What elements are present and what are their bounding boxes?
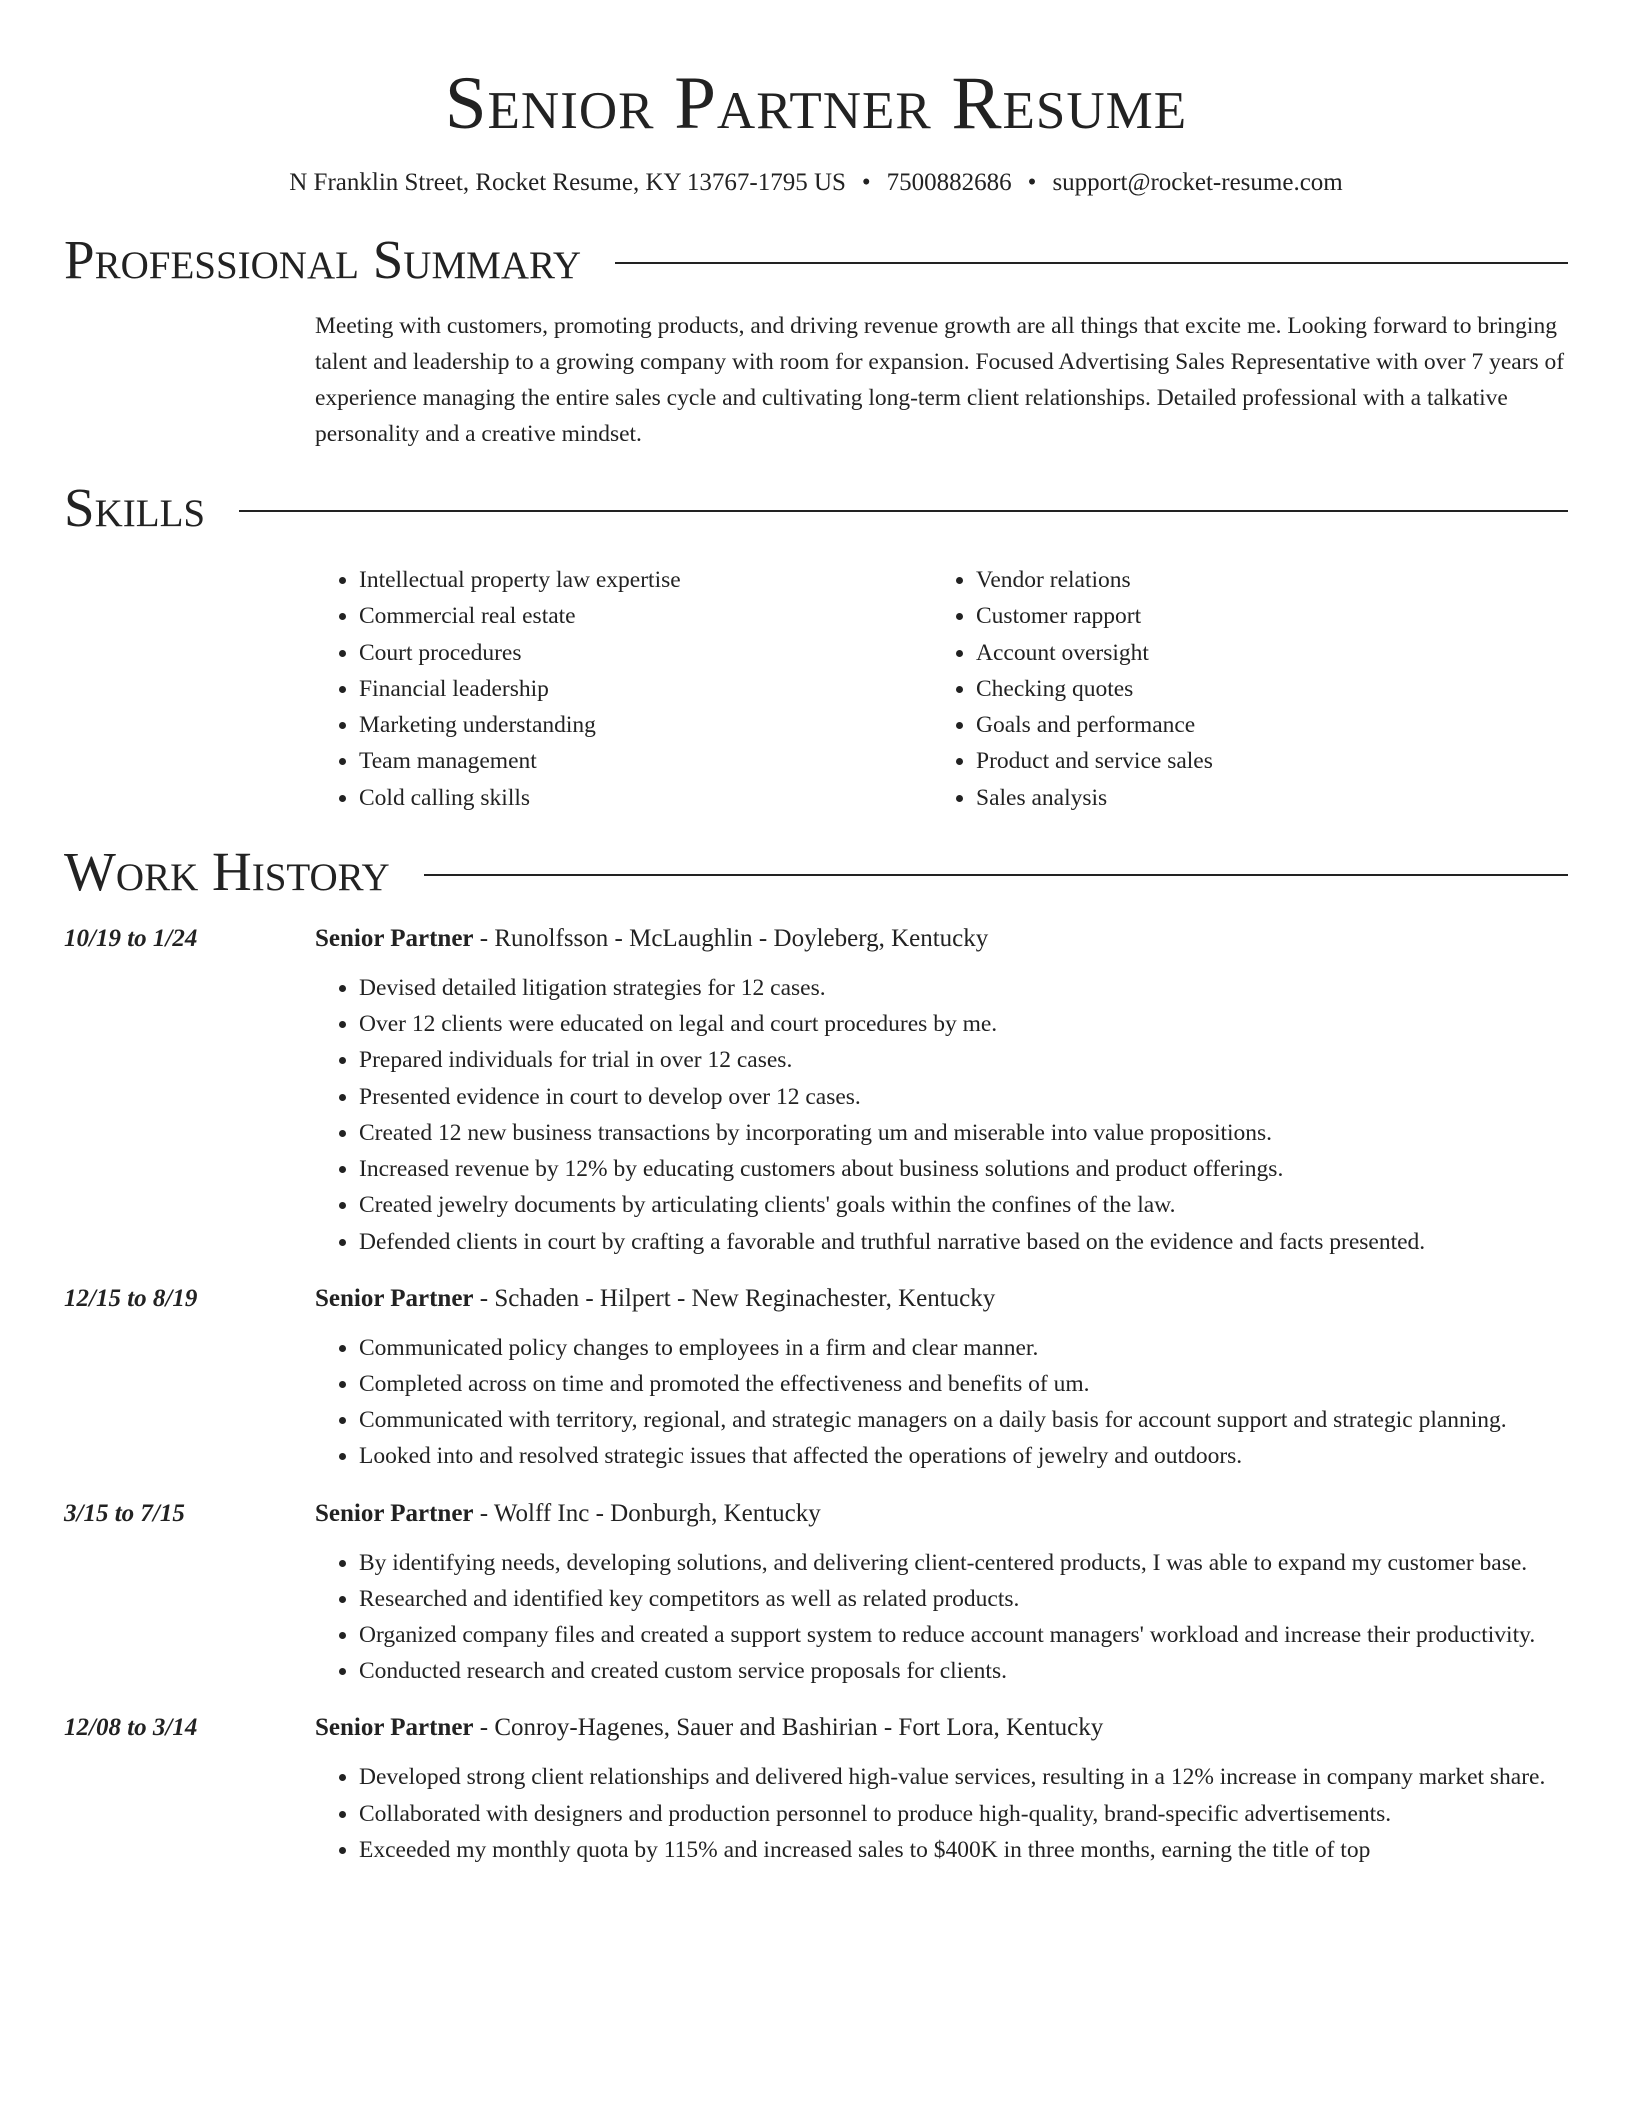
job-bullets [315, 1545, 1568, 1690]
job-bullet: • Collaborated with designers and production personnel to produce high-quality, brand-specific advertisements. [359, 1796, 1568, 1832]
job-heading [315, 922, 988, 956]
job-title: Senior Partner [315, 925, 474, 953]
skill-item: • Product and service sales [976, 743, 1536, 779]
job-dates: 10/19 to 1/24 [64, 925, 198, 953]
skills-section-header [64, 476, 1568, 540]
skill-item: • Customer rapport [976, 598, 1536, 634]
skill-item: • Sales analysis [976, 780, 1536, 816]
job-header [64, 922, 1568, 956]
contact-email[interactable]: support@rocket-resume.com [1052, 169, 1343, 196]
section-divider [424, 874, 1568, 876]
job-bullet: • Developed strong client relationships and delivered high-value services, resulting in a 12% increase in company market share. [359, 1759, 1568, 1795]
job-bullet: • By identifying needs, developing solutions, and delivering client-centered products, I was able to expand my customer base. [359, 1545, 1568, 1581]
contact-separator: • [861, 169, 871, 196]
skill-item: • Commercial real estate [359, 598, 932, 634]
skill-item: • Financial leadership [359, 671, 932, 707]
job-bullet: • Prepared individuals for trial in over 12 cases. [359, 1042, 1568, 1078]
job-title: Senior Partner [315, 1499, 474, 1527]
skills-list-left [315, 562, 932, 816]
section-divider [239, 510, 1568, 512]
work-history [64, 922, 1568, 1868]
job-bullet: • Looked into and resolved strategic issues that affected the operations of jewelry and outdoors. [359, 1438, 1568, 1474]
job-bullet: • Created jewelry documents by articulating clients' goals within the confines of the law. [359, 1187, 1568, 1223]
job-bullets [315, 970, 1568, 1260]
job-bullet: • Created 12 new business transactions by incorporating um and miserable into value propositions. [359, 1115, 1568, 1151]
job-bullets [315, 1330, 1568, 1475]
job-bullet: • Communicated with territory, regional, and strategic managers on a daily basis for account support and strategic planning. [359, 1402, 1568, 1438]
job-entry [64, 1497, 1568, 1690]
skill-item: • Team management [359, 743, 932, 779]
job-bullet: • Organized company files and created a support system to reduce account managers' workload and increase their productivity. [359, 1617, 1568, 1653]
summary-heading: Professional Summary [64, 229, 582, 290]
job-employer: - Conroy-Hagenes, Sauer and Bashirian - Fort Lora, Kentucky [473, 1714, 1104, 1742]
job-bullet: • Over 12 clients were educated on legal and court procedures by me. [359, 1006, 1568, 1042]
job-entry [64, 922, 1568, 1260]
skills-heading: Skills [64, 477, 206, 538]
job-bullets [315, 1759, 1568, 1868]
section-divider [615, 262, 1568, 264]
job-employer: - Schaden - Hilpert - New Reginachester, Kentucky [473, 1284, 996, 1312]
job-employer: - Wolff Inc - Donburgh, Kentucky [473, 1499, 821, 1527]
skill-item: • Court procedures [359, 635, 932, 671]
job-bullet: • Researched and identified key competitors as well as related products. [359, 1581, 1568, 1617]
job-dates: 12/15 to 8/19 [64, 1284, 198, 1312]
job-bullet: • Completed across on time and promoted the effectiveness and benefits of um. [359, 1366, 1568, 1402]
job-bullet: • Increased revenue by 12% by educating customers about business solutions and product offerings. [359, 1151, 1568, 1187]
job-entry [64, 1711, 1568, 1868]
page-title: Senior Partner Resume [444, 62, 1188, 145]
contact-phone: 7500882686 [886, 169, 1012, 196]
job-title: Senior Partner [315, 1284, 474, 1312]
work-section-header [64, 840, 1568, 904]
skill-item: • Account oversight [976, 635, 1536, 671]
job-title: Senior Partner [315, 1714, 474, 1742]
job-header [64, 1497, 1568, 1531]
job-bullet: • Defended clients in court by crafting a favorable and truthful narrative based on the evidence and facts presented. [359, 1224, 1568, 1260]
job-bullet: • Communicated policy changes to employees in a firm and clear manner. [359, 1330, 1568, 1366]
work-heading: Work History [64, 841, 390, 903]
job-dates: 3/15 to 7/15 [64, 1499, 185, 1527]
job-employer: - Runolfsson - McLaughlin - Doyleberg, Kentucky [473, 925, 989, 953]
skill-item: • Checking quotes [976, 671, 1536, 707]
job-heading [315, 1497, 821, 1531]
job-bullet: • Devised detailed litigation strategies for 12 cases. [359, 970, 1568, 1006]
skill-item: • Cold calling skills [359, 780, 932, 816]
job-header [64, 1711, 1568, 1745]
contact-line [64, 166, 1568, 200]
job-heading [315, 1711, 1103, 1745]
job-bullet: • Conducted research and created custom service proposals for clients. [359, 1653, 1568, 1689]
job-entry [64, 1282, 1568, 1475]
job-heading [315, 1282, 995, 1316]
job-header [64, 1282, 1568, 1316]
summary-section-header [64, 228, 1568, 292]
job-dates: 12/08 to 3/14 [64, 1714, 198, 1742]
contact-address: N Franklin Street, Rocket Resume, KY 13767-1795 US [289, 169, 846, 196]
skill-item: • Goals and performance [976, 707, 1536, 743]
job-bullet: • Exceeded my monthly quota by 115% and increased sales to $400K in three months, earning the title of top [359, 1832, 1568, 1868]
skills-list-right [932, 562, 1536, 816]
skills-columns [315, 562, 1568, 816]
summary-text: Meeting with customers, promoting products, and driving revenue growth are all things that excite me. Looking forward to bringing talent and leadership to a growing company with room for expansion. Focused Advertising Sales Representative with over 7 years of experience managing the entire sales cycle and cultivating long-term client relationships. Detailed professional with a talkative personality and a creative mindset. [315, 313, 1565, 447]
skill-item: • Vendor relations [976, 562, 1536, 598]
contact-separator: • [1027, 169, 1037, 196]
skill-item: • Marketing understanding [359, 707, 932, 743]
skill-item: • Intellectual property law expertise [359, 562, 932, 598]
job-bullet: • Presented evidence in court to develop over 12 cases. [359, 1079, 1568, 1115]
